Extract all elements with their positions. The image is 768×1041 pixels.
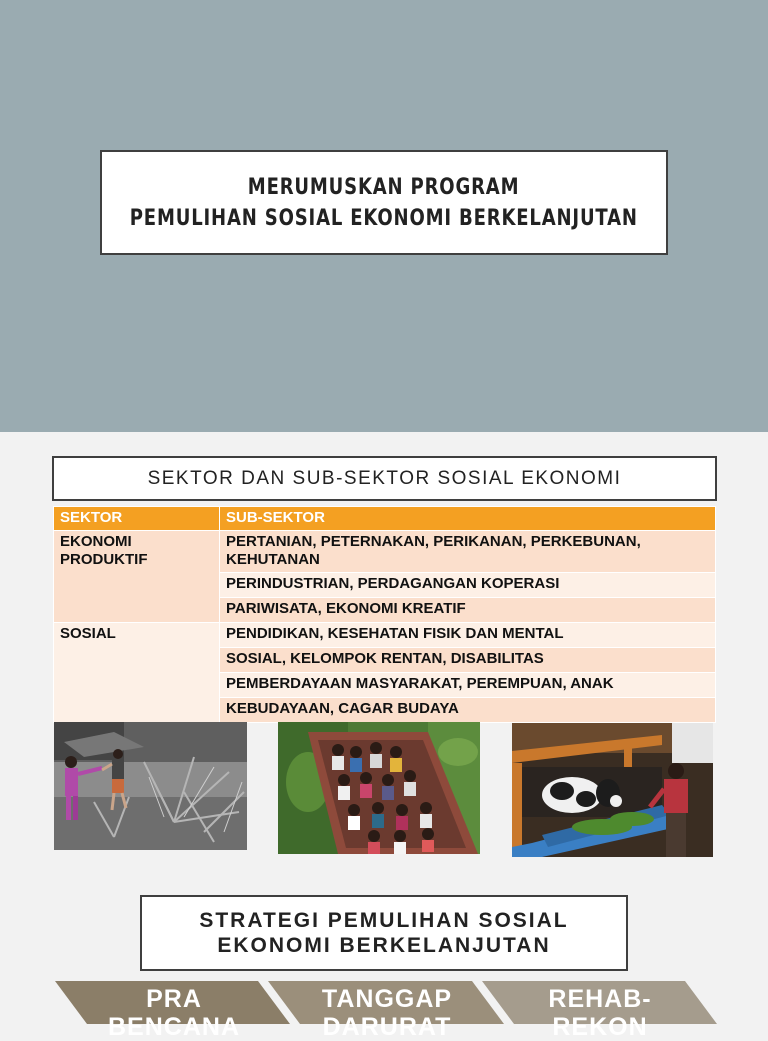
- header-sektor: SEKTOR: [54, 507, 220, 531]
- people-on-truck-photo: [278, 722, 480, 854]
- title-slide: [0, 0, 768, 432]
- table-row: [54, 623, 716, 648]
- sub-sektor-cell: PERTANIAN, PETERNAKAN, PERIKANAN, PERKEBUNAN, KEHUTANAN: [220, 531, 716, 573]
- sektor-cell: SOSIAL: [54, 623, 220, 723]
- phase-label-line1: PRA: [146, 985, 202, 1013]
- cattle-farm-photo: [512, 723, 713, 857]
- header-sub-sektor: SUB-SEKTOR: [220, 507, 716, 531]
- strategy-title-line2: EKONOMI BERKELANJUTAN: [217, 934, 551, 957]
- sub-sektor-cell: PENDIDIKAN, KESEHATAN FISIK DAN MENTAL: [220, 623, 716, 648]
- sub-sektor-cell: SOSIAL, KELOMPOK RENTAN, DISABILITAS: [220, 648, 716, 673]
- sector-slide: [0, 432, 768, 864]
- phase-label-line2: DARURAT: [322, 1013, 452, 1041]
- strategy-title-line1: STRATEGI PEMULIHAN SOSIAL: [199, 909, 569, 932]
- sub-sektor-cell: PARIWISATA, EKONOMI KREATIF: [220, 598, 716, 623]
- sub-sektor-cell: PERINDUSTRIAN, PERDAGANGAN KOPERASI: [220, 573, 716, 598]
- phase-label-line1: REHAB-: [548, 985, 652, 1013]
- sektor-cell: EKONOMI PRODUKTIF: [54, 531, 220, 623]
- sub-sektor-cell: KEBUDAYAAN, CAGAR BUDAYA: [220, 698, 716, 723]
- phase-label-pra-bencana: [82, 985, 266, 1041]
- title-box: [100, 150, 668, 255]
- sector-slide-title: SEKTOR DAN SUB-SEKTOR SOSIAL EKONOMI: [147, 467, 622, 489]
- table-row: [54, 531, 716, 573]
- table-header-row: [54, 507, 716, 531]
- sub-sektor-cell: PEMBERDAYAAN MASYARAKAT, PEREMPUAN, ANAK: [220, 673, 716, 698]
- phase-label-tanggap-darurat: [295, 985, 479, 1041]
- phase-label-line2: BENCANA: [108, 1013, 240, 1041]
- phase-label-line2: REKON: [552, 1013, 648, 1041]
- phase-label-rehab-rekon: [508, 985, 692, 1041]
- phase-label-line1: TANGGAP: [321, 985, 453, 1013]
- slide-title-line1: MERUMUSKAN PROGRAM: [248, 174, 520, 200]
- strategy-slide: [0, 864, 768, 1041]
- strategy-title-box: [140, 895, 628, 971]
- sector-title-box: [52, 456, 717, 501]
- phase-chevrons: [0, 981, 768, 1041]
- sector-table: [53, 506, 716, 723]
- ash-covered-village-photo: [54, 722, 247, 850]
- slide-title-line2: PEMULIHAN SOSIAL EKONOMI BERKELANJUTAN: [129, 205, 639, 231]
